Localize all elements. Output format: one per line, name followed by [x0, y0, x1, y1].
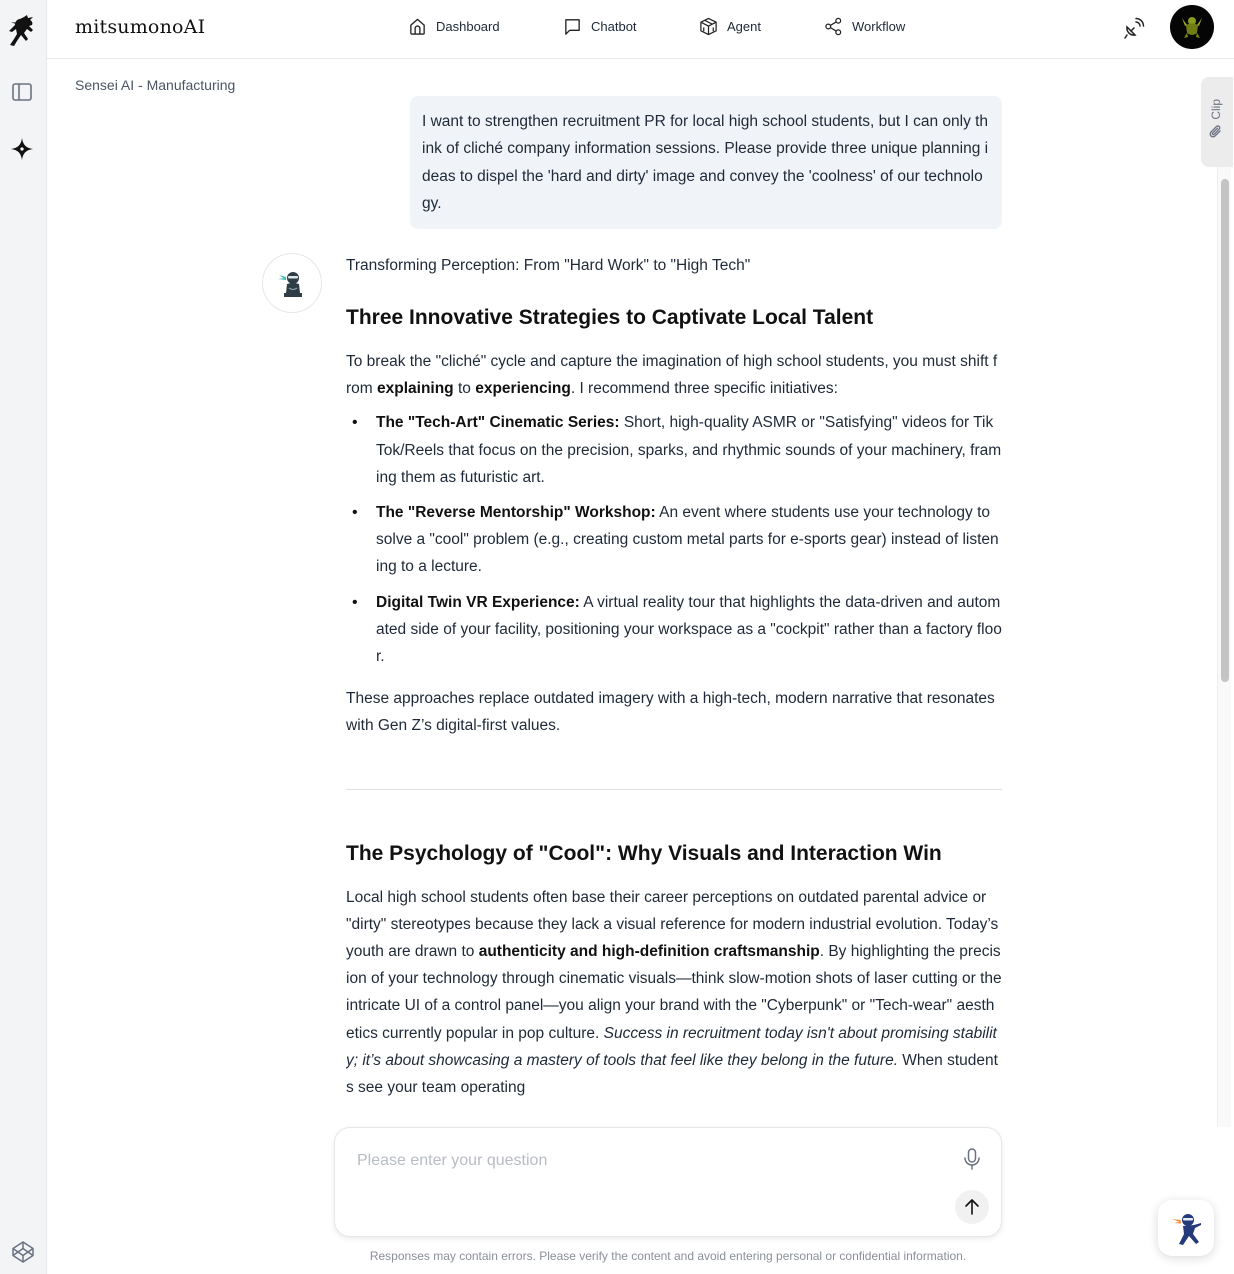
panel-toggle-icon[interactable]: [11, 81, 33, 103]
top-bar: [47, 0, 1234, 59]
codepen-icon[interactable]: [11, 1240, 35, 1264]
question-input[interactable]: [357, 1148, 937, 1174]
brand-name: mitsumonoAI: [75, 16, 206, 38]
chat-bubble-icon: [563, 17, 582, 36]
nav-dashboard-label: Dashboard: [436, 19, 500, 34]
list-item: • The "Tech-Art" Cinematic Series: Short, high-quality ASMR or "Satisfying" videos for TikTok/Reels that focus on the precision, sparks, and rhythmic sounds of your machinery, framing them as futuristic art.: [346, 409, 1002, 491]
psychology-paragraph: Local high school students often base their career perceptions on outdated parental advice or "dirty" stereotypes because they lack a visual reference for modern industrial evolution. Today’s youth are drawn to authenticity and high-definition craftsmanship. By highlighting the precision of your technology through cinematic visuals—think slow-motion shots of laser cutting or the intricate UI of a control panel—you align your brand with the "Cyberpunk" or "Tech-wear" aesthetics currently popular in pop culture. Success in recruitment today isn't about promising stability; it’s about showcasing a mastery of tools that feel like they belong in the future. When students see your team operating: [346, 888, 1002, 1097]
ninja-mascot-icon: [1168, 1209, 1204, 1247]
list-item: • Digital Twin VR Experience: A virtual reality tour that highlights the data-driven and automated side of your facility, positioning your workspace as a "cockpit" rather than a factory floor.: [346, 589, 1002, 671]
avatar-figure-icon: [1170, 5, 1214, 49]
disclaimer-text: Responses may contain errors. Please verify the content and avoid entering personal or confidential information.: [369, 1249, 967, 1263]
share-nodes-icon: [824, 17, 843, 36]
clip-label: Clip: [1209, 99, 1223, 120]
section-divider: [346, 789, 1002, 790]
strategies-list: [346, 409, 1002, 670]
ninja-assistant-icon: [276, 267, 310, 301]
list-item: • The "Reverse Mentorship" Workshop: An event where students use your technology to solve a "cool" problem (e.g., creating custom metal parts for e-sports gear) instead of listening to a lecture.: [346, 499, 1002, 581]
cube-icon: [699, 17, 718, 36]
arrow-up-icon: [962, 1197, 982, 1217]
nav-agent[interactable]: [699, 17, 761, 36]
user-avatar[interactable]: [1170, 5, 1214, 49]
nav-workflow[interactable]: [824, 17, 905, 36]
strategies-closing: These approaches replace outdated imagery with a high-tech, modern narrative that resonates with Gen Z’s digital-first values.: [346, 690, 995, 735]
section-heading-psychology: The Psychology of "Cool": Why Visuals and Interaction Win: [346, 841, 942, 865]
sparkle-icon[interactable]: [10, 137, 34, 161]
user-message: I want to strengthen recruitment PR for local high school students, but I can only think of cliché company information sessions. Please provide three unique planning ideas to dispel the 'hard and dirty' image and convey the 'coolness' of our technology.: [410, 96, 1002, 229]
nav-dashboard[interactable]: [408, 17, 500, 36]
nav-chatbot-label: Chatbot: [591, 19, 637, 34]
home-icon: [408, 17, 427, 36]
floating-assistant-button[interactable]: [1158, 1200, 1214, 1256]
assistant-avatar: [262, 253, 322, 313]
send-button[interactable]: [955, 1190, 989, 1224]
nav-workflow-label: Workflow: [852, 19, 906, 34]
section-heading-strategies: Three Innovative Strategies to Captivate Local Talent: [346, 306, 874, 329]
satellite-dish-icon[interactable]: [1122, 16, 1146, 40]
breadcrumb[interactable]: Sensei AI - Manufacturing: [75, 77, 236, 93]
assistant-answer: [346, 254, 1002, 1116]
microphone-icon[interactable]: [961, 1147, 983, 1171]
nav-agent-label: Agent: [727, 19, 761, 34]
scrollbar-thumb[interactable]: [1221, 179, 1229, 682]
clip-tab[interactable]: [1201, 77, 1233, 167]
chat-composer: [334, 1127, 1002, 1237]
answer-lead: Transforming Perception: From "Hard Work" to "High Tech": [346, 257, 751, 274]
strategies-intro: To break the "cliché" cycle and capture the imagination of high school students, you must shift from explaining to experiencing. I recommend three specific initiatives:: [346, 353, 998, 398]
nav-chatbot[interactable]: [563, 17, 637, 36]
ninja-logo-icon[interactable]: [6, 14, 40, 50]
chat-scrollbar[interactable]: [1217, 167, 1231, 1127]
left-rail: [0, 0, 47, 1274]
paperclip-icon: [1208, 124, 1224, 140]
